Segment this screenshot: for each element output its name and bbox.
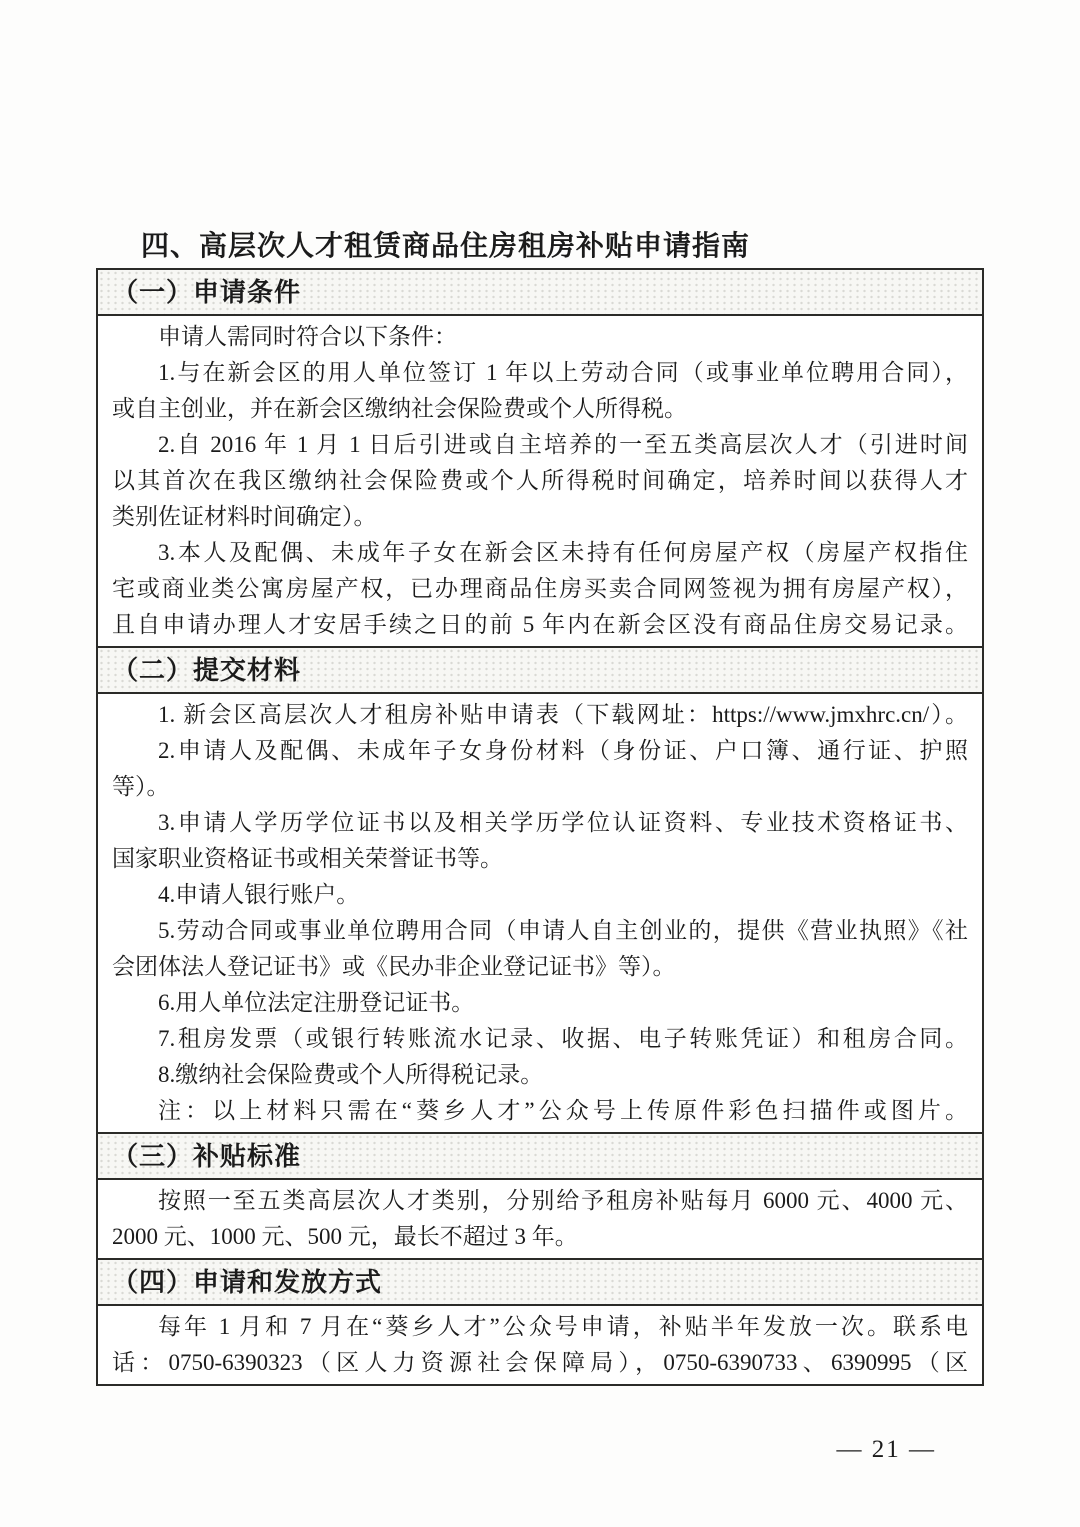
- text-line: 或自主创业，并在新会区缴纳社会保险费或个人所得税。: [112, 396, 687, 421]
- text-line: 按照一至五类高层次人才类别，分别给予租房补贴每月 6000 元、4000 元、: [158, 1188, 968, 1213]
- text-line: 3.本人及配偶、未成年子女在新会区未持有任何房屋产权（房屋产权指住: [158, 540, 968, 565]
- text-line: 且自申请办理人才安居手续之日的前 5 年内在新会区没有商品住房交易记录。: [112, 612, 968, 637]
- text-line: 会团体法人登记证书》或《民办非企业登记证书》等）。: [112, 954, 676, 979]
- text-line: 注：以上材料只需在“葵乡人才”公众号上传原件彩色扫描件或图片。: [158, 1098, 968, 1123]
- text-line: 国家职业资格证书或相关荣誉证书等。: [112, 846, 503, 871]
- section-body: [98, 692, 982, 1132]
- text-line: 3.申请人学历学位证书以及相关学历学位认证资料、专业技术资格证书、: [158, 810, 968, 835]
- text-line: 5.劳动合同或事业单位聘用合同（申请人自主创业的，提供《营业执照》《社: [158, 918, 968, 943]
- section-heading-label: （一）申请条件: [112, 277, 302, 307]
- text-line: 类别佐证材料时间确定）。: [112, 504, 377, 529]
- text-line: 2.申请人及配偶、未成年子女身份材料（身份证、户口簿、通行证、护照: [158, 738, 968, 763]
- text-line: 1.与在新会区的用人单位签订 1 年以上劳动合同（或事业单位聘用合同），: [158, 360, 968, 385]
- text-line: 4.申请人银行账户。: [158, 882, 360, 907]
- text-line: 2000 元、1000 元、500 元，最长不超过 3 年。: [112, 1224, 578, 1249]
- guide-table: [96, 268, 984, 1386]
- text-line: 宅或商业类公寓房屋产权，已办理商品住房买卖合同网签视为拥有房屋产权），: [112, 576, 968, 601]
- text-line: 2.自 2016 年 1 月 1 日后引进或自主培养的一至五类高层次人才（引进时间: [158, 432, 968, 457]
- section-heading: [98, 1258, 982, 1304]
- section-body: [98, 1304, 982, 1384]
- text-line: 每年 1 月和 7 月在“葵乡人才”公众号申请，补贴半年发放一次。联系电: [158, 1314, 968, 1339]
- section-heading: [98, 646, 982, 692]
- section-heading: [98, 270, 982, 314]
- text-line: 7.租房发票（或银行转账流水记录、收据、电子转账凭证）和租房合同。: [158, 1026, 968, 1051]
- section-body: [98, 314, 982, 646]
- text-line: 1. 新会区高层次人才租房补贴申请表（下载网址：https://www.jmxhrc.cn/）。: [158, 702, 968, 727]
- text-line: 等）。: [112, 774, 170, 799]
- text-line: 6.用人单位法定注册登记证书。: [158, 990, 475, 1015]
- section-heading-label: （四）申请和发放方式: [112, 1267, 383, 1297]
- section-heading-label: （三）补贴标准: [112, 1141, 302, 1171]
- text-line: 以其首次在我区缴纳社会保险费或个人所得税时间确定，培养时间以获得人才: [112, 468, 968, 493]
- section-heading: [98, 1132, 982, 1178]
- page-title: 四、高层次人才租赁商品住房租房补贴申请指南: [141, 230, 751, 261]
- text-line: 话：0750-6390323（区人力资源社会保障局），0750-6390733、6390995（区: [112, 1350, 968, 1375]
- text-line: 8.缴纳社会保险费或个人所得税记录。: [158, 1062, 544, 1087]
- text-line: 申请人需同时符合以下条件：: [158, 324, 457, 349]
- page-number: — 21 —: [836, 1436, 936, 1463]
- section-heading-label: （二）提交材料: [112, 655, 302, 685]
- section-body: [98, 1178, 982, 1258]
